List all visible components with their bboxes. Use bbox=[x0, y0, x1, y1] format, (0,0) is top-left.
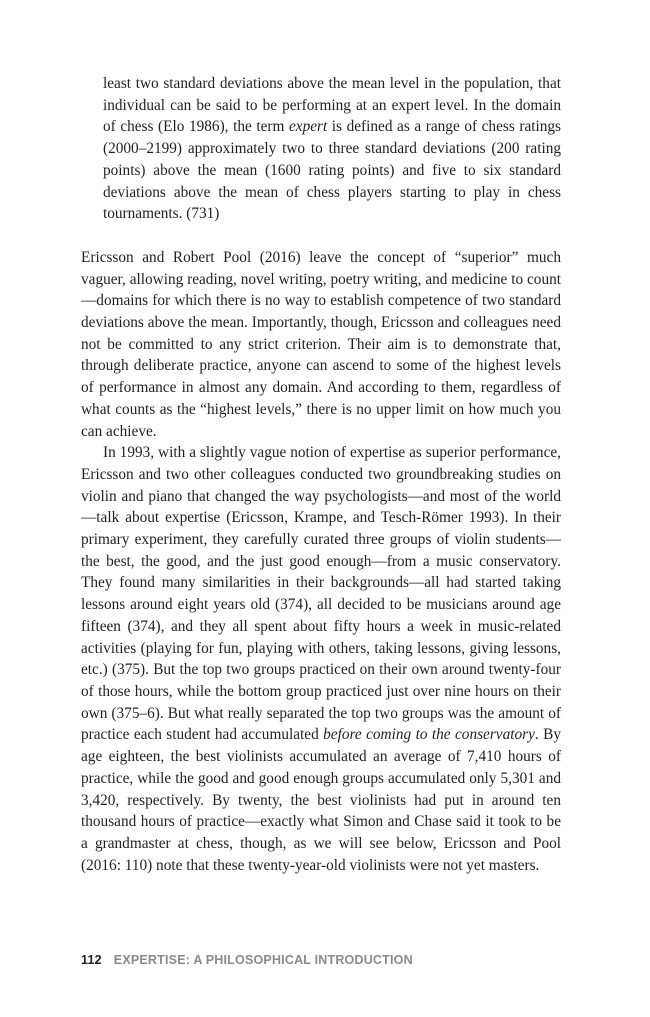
block-quote bbox=[103, 73, 561, 225]
page-body bbox=[81, 73, 561, 876]
paragraph-2-text: In 1993, with a slightly vague notion of expertise as superior performance, Ericsson and two other colleagues conducted two groundbreaking studies on violin and piano that changed the way psychologists—and most of the world—talk about expertise (Ericsson, Krampe, and Tesch-Römer 1993). In their primary experiment, they carefully curated three groups of violin students—the best, the good, and the just good enough—from a music conservatory. They found many similarities in their backgrounds—all had started taking lessons around eight years old (374), all decided to be musicians around age fifteen (374), and they all spent about fifty hours a week in music-related activities (playing for fun, playing with others, taking lessons, giving lessons, etc.) (375). But the top two groups practiced on their own around twenty-four of those hours, while the bottom group practiced just over nine hours on their own (375–6). But what really separated the top two groups was the amount of practice each student had accumulated bbox=[81, 444, 561, 744]
quote-text: least two standard deviations above the mean level in the population, that individual can be said to be performing at an expert level. In the domain of chess (Elo 1986), the term bbox=[103, 75, 561, 136]
page-number: 112 bbox=[81, 953, 102, 967]
page-footer bbox=[81, 953, 413, 967]
paragraph-2-emphasis: before coming to the conservatory bbox=[323, 726, 535, 744]
paragraph-2-text-after: . By age eighteen, the best violinists accumulated an average of 7,410 hours of practice, while the good and good enough groups accumulated only 5,301 and 3,420, respectively. By twenty, the best violinists had put in around ten thousand hours of practice—exactly what Simon and Chase said it took to be a grandmaster at chess, though, as we will see below, Ericsson and Pool (2016: 110) note that these twenty-year-old violinists were not yet masters. bbox=[81, 726, 561, 874]
paragraph-2 bbox=[81, 442, 561, 876]
quote-emphasis: expert bbox=[288, 118, 328, 136]
running-title: EXPERTISE: A PHILOSOPHICAL INTRODUCTION bbox=[113, 953, 413, 967]
paragraph-1: Ericsson and Robert Pool (2016) leave the concept of “superior” much vaguer, allowing reading, novel writing, poetry writing, and medicine to count—domains for which there is no way to establish competence of two standard deviations above the mean. Importantly, though, Ericsson and colleagues need not be committed to any strict criterion. Their aim is to demonstrate that, through deliberate practice, anyone can ascend to some of the highest levels of performance in almost any domain. And according to them, regardless of what counts as the “highest levels,” there is no upper limit on how much you can achieve. bbox=[81, 248, 561, 440]
quote-text-after: is defined as a range of chess ratings (2000–2199) approximately two to three standard deviations (200 rating points) above the mean (1600 rating points) and five to six standard deviations above the mean of chess players starting to play in chess tournaments. (731) bbox=[103, 118, 562, 223]
paragraph-gap bbox=[81, 225, 561, 247]
